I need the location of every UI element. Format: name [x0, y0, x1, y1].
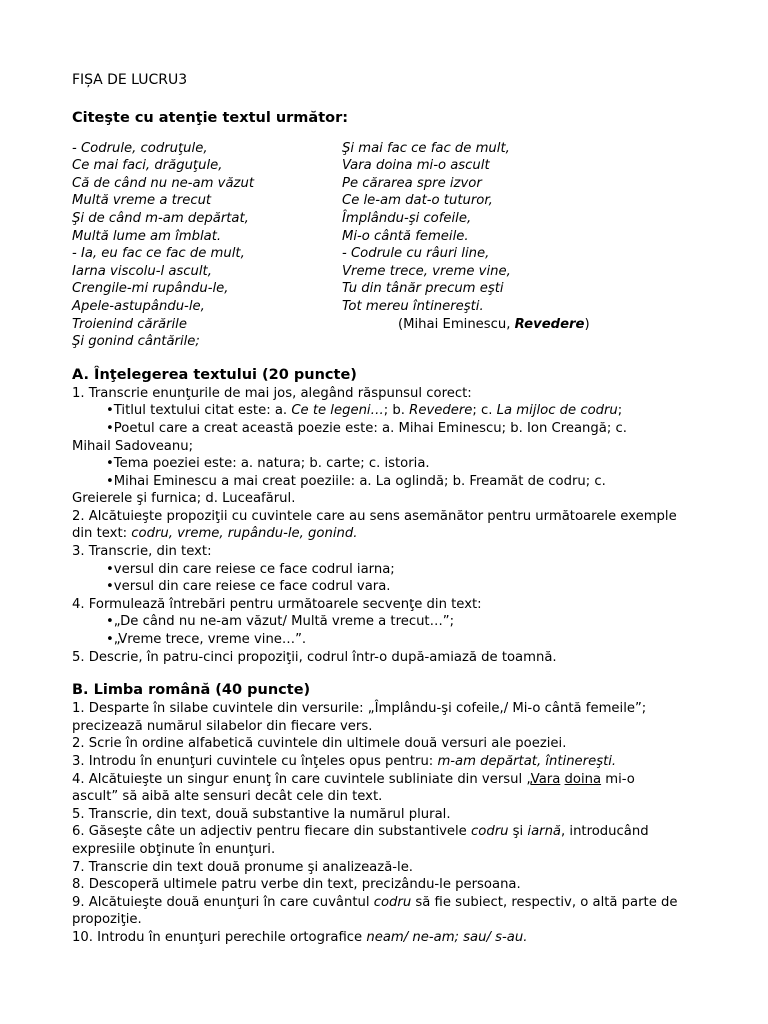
poem-attribution: (Mihai Eminescu, Revedere) [398, 316, 590, 332]
reading-instruction: Citeşte cu atenţie textul următor: [72, 109, 349, 126]
poem-line: Ce mai faci, drăguţule, [72, 158, 223, 174]
poem-line: Împlându-şi cofeile, [342, 210, 472, 226]
bullet-item: • Mihai Eminescu a mai creat poeziile: a. La oglindă; b. Freamăt de codru; c. [72, 473, 712, 491]
poem-left-column [72, 140, 342, 351]
question-b6-continuation: expresiile obţinute în enunţuri. [72, 841, 276, 857]
poem-title: Revedere [514, 316, 585, 332]
poem-line: Crengile-mi rupându-le, [72, 281, 229, 297]
bullet-item: • versul din care reiese ce face codrul iarna; [72, 561, 712, 579]
underlined-word: Vara [530, 771, 561, 787]
bullet-continuation: Greierele şi furnica; d. Luceafărul. [72, 491, 296, 507]
poem-line: Apele-astupându-le, [72, 298, 205, 314]
bullet-item: • „De când nu ne-am văzut/ Multă vreme a trecut…”; [72, 613, 712, 631]
section-b-heading: B. Limba română (40 puncte) [72, 682, 311, 699]
poem-line: Troienind cărările [72, 316, 187, 332]
question-b7: 7. Transcrie din text două pronume şi analizează-le. [72, 859, 413, 875]
question-a1: 1. Transcrie enunţurile de mai jos, alegând răspunsul corect: [72, 385, 472, 401]
question-b2: 2. Scrie în ordine alfabetică cuvintele din ultimele două versuri ale poeziei. [72, 736, 567, 752]
question-b4-continuation: ascult” să aibă alte sensuri decât cele din text. [72, 789, 383, 805]
bullet-item: • Poetul care a creat această poezie este: a. Mihai Eminescu; b. Ion Creangă; c. [72, 420, 712, 438]
bullet-item: • „Vreme trece, vreme vine…”. [72, 631, 712, 649]
poem-line: Şi gonind cântările; [72, 334, 200, 350]
poem-right-column [342, 140, 712, 351]
poem-line: - Ia, eu fac ce fac de mult, [72, 246, 245, 262]
poem-line: Tu din tânăr precum eşti [342, 281, 504, 297]
section-a-heading: A. Înţelegerea textului (20 puncte) [72, 366, 357, 383]
poem-line: - Codrule cu râuri line, [342, 246, 490, 262]
bullet-continuation: Mihail Sadoveanu; [72, 438, 194, 454]
question-a3: 3. Transcrie, din text: [72, 544, 212, 560]
bullet-item: • Tema poeziei este: a. natura; b. carte; c. istoria. [72, 455, 712, 473]
question-a2: 2. Alcătuieşte propoziţii cu cuvintele care au sens asemănător pentru următoarele exemple [72, 508, 677, 524]
poem-line: Vara doina mi-o ascult [342, 158, 490, 174]
question-b4: 4. Alcătuieşte un singur enunţ în care cuvintele subliniate din versul „Vara doina mi-o [72, 771, 635, 787]
poem-line: Pe cărarea spre izvor [342, 175, 482, 191]
poem-line: Multă vreme a trecut [72, 193, 212, 209]
question-a4: 4. Formulează întrebări pentru următoarele secvenţe din text: [72, 596, 482, 612]
poem-block [72, 140, 712, 351]
question-b10: 10. Introdu în enunţuri perechile ortografice neam/ ne-am; sau/ s-au. [72, 929, 528, 945]
question-a5: 5. Descrie, în patru-cinci propoziţii, codrul într-o după-amiază de toamnă. [72, 649, 557, 665]
bullet-item: • Titlul textului citat este: a. Ce te legeni…; b. Revedere; c. La mijloc de codru; [72, 402, 712, 420]
question-b1-continuation: precizează numărul silabelor din fiecare vers. [72, 718, 373, 734]
question-b9: 9. Alcătuieşte două enunţuri în care cuvântul codru să fie subiect, respectiv, o altă parte de [72, 894, 678, 910]
poem-line: Mi-o cântă femeile. [342, 228, 469, 244]
worksheet-title: FIȘA DE LUCRU3 [72, 72, 188, 88]
poem-line: Ce le-am dat-o tuturor, [342, 193, 493, 209]
question-b5: 5. Transcrie, din text, două substantive la numărul plural. [72, 806, 451, 822]
worksheet-page [72, 70, 712, 947]
poem-line: Şi de când m-am depărtat, [72, 210, 249, 226]
question-a2-continuation: din text: codru, vreme, rupându-le, gonind. [72, 526, 358, 542]
poem-line: Că de când nu ne-am văzut [72, 175, 255, 191]
bullet-item: • versul din care reiese ce face codrul vara. [72, 578, 712, 596]
question-b6: 6. Găseşte câte un adjectiv pentru fiecare din substantivele codru şi iarnă, introducând [72, 824, 649, 840]
underlined-word: doina [564, 771, 602, 787]
poem-line: Vreme trece, vreme vine, [342, 263, 511, 279]
poem-line: Iarna viscolu-l ascult, [72, 263, 212, 279]
poem-line: - Codrule, codruţule, [72, 140, 208, 156]
question-b8: 8. Descoperă ultimele patru verbe din text, precizându-le persoana. [72, 877, 521, 893]
question-b3: 3. Introdu în enunţuri cuvintele cu înţeles opus pentru: m-am depărtat, întinereşti. [72, 754, 617, 769]
poem-line: Multă lume am îmblat. [72, 228, 222, 244]
poem-line: Tot mereu întinereşti. [342, 298, 484, 314]
question-b9-continuation: propoziţie. [72, 912, 142, 928]
poem-line: Şi mai fac ce fac de mult, [342, 140, 510, 156]
question-b1: 1. Desparte în silabe cuvintele din versurile: „Împlându-şi cofeile,/ Mi-o cântă femeile”; [72, 701, 647, 717]
